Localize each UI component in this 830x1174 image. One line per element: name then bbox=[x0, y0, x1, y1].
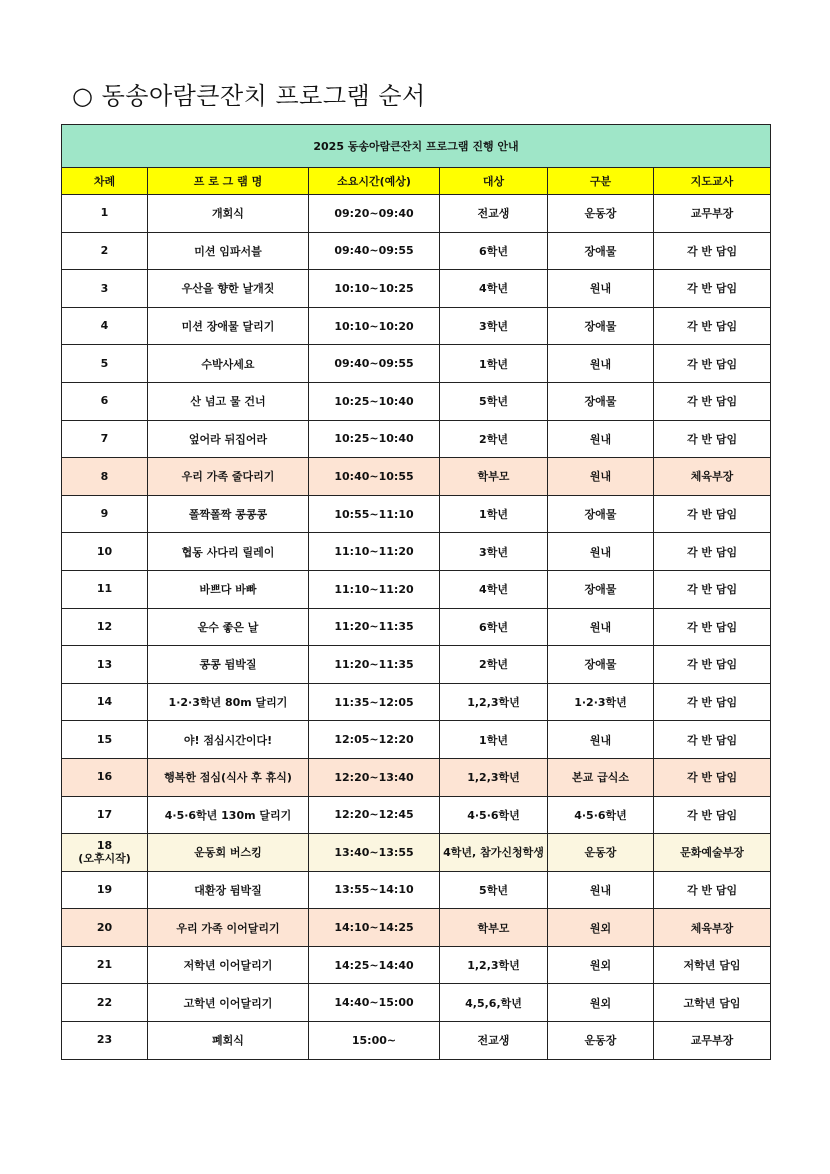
table-row bbox=[62, 382, 771, 420]
teacher-cell: 각 반 담임 bbox=[654, 382, 771, 420]
teacher-cell: 각 반 담임 bbox=[654, 307, 771, 345]
teacher-cell: 교무부장 bbox=[654, 195, 771, 233]
category-cell: 원외 bbox=[548, 984, 654, 1022]
category-cell: 원외 bbox=[548, 909, 654, 947]
teacher-cell: 각 반 담임 bbox=[654, 721, 771, 759]
duration-cell: 15:00~ bbox=[309, 1022, 440, 1060]
category-cell: 원내 bbox=[548, 458, 654, 496]
table-row bbox=[62, 1022, 771, 1060]
duration-cell: 10:10~10:25 bbox=[309, 270, 440, 308]
teacher-cell: 각 반 담임 bbox=[654, 608, 771, 646]
duration-cell: 14:25~14:40 bbox=[309, 946, 440, 984]
teacher-cell: 각 반 담임 bbox=[654, 796, 771, 834]
row-number-value: 21 bbox=[96, 958, 113, 972]
column-header: 차례 bbox=[62, 168, 148, 195]
program-name-cell: 우리 가족 줄다리기 bbox=[148, 458, 309, 496]
target-cell: 6학년 bbox=[440, 608, 548, 646]
teacher-cell: 각 반 담임 bbox=[654, 533, 771, 571]
category-cell: 장애물 bbox=[548, 495, 654, 533]
row-number bbox=[62, 909, 148, 947]
category-cell: 원내 bbox=[548, 608, 654, 646]
category-cell: 원내 bbox=[548, 270, 654, 308]
duration-cell: 11:20~11:35 bbox=[309, 646, 440, 684]
category-cell: 장애물 bbox=[548, 570, 654, 608]
row-number bbox=[62, 495, 148, 533]
row-number-value: 3 bbox=[100, 281, 109, 295]
program-name-cell: 바쁘다 바빠 bbox=[148, 570, 309, 608]
category-cell: 원내 bbox=[548, 420, 654, 458]
program-name-cell: 우리 가족 이어달리기 bbox=[148, 909, 309, 947]
teacher-cell: 체육부장 bbox=[654, 458, 771, 496]
program-name-cell: 우산을 향한 날개짓 bbox=[148, 270, 309, 308]
table-row bbox=[62, 721, 771, 759]
duration-cell: 12:20~13:40 bbox=[309, 758, 440, 796]
duration-cell: 11:10~11:20 bbox=[309, 570, 440, 608]
target-cell: 5학년 bbox=[440, 382, 548, 420]
row-number-value: 13 bbox=[96, 657, 113, 671]
row-number-value: 17 bbox=[96, 807, 113, 821]
row-number bbox=[62, 608, 148, 646]
duration-cell: 12:05~12:20 bbox=[309, 721, 440, 759]
row-number-value: 12 bbox=[96, 619, 113, 633]
teacher-cell: 체육부장 bbox=[654, 909, 771, 947]
row-number bbox=[62, 458, 148, 496]
row-number bbox=[62, 871, 148, 909]
row-number-value: 14 bbox=[96, 695, 113, 709]
teacher-cell: 문화예술부장 bbox=[654, 834, 771, 872]
table-row bbox=[62, 984, 771, 1022]
duration-cell: 12:20~12:45 bbox=[309, 796, 440, 834]
category-cell: 원내 bbox=[548, 345, 654, 383]
table-row bbox=[62, 608, 771, 646]
row-number bbox=[62, 796, 148, 834]
teacher-cell: 각 반 담임 bbox=[654, 495, 771, 533]
category-cell: 원내 bbox=[548, 871, 654, 909]
row-number bbox=[62, 195, 148, 233]
column-header: 대상 bbox=[440, 168, 548, 195]
row-number bbox=[62, 1022, 148, 1060]
row-number-value: 15 bbox=[96, 732, 113, 746]
target-cell: 5학년 bbox=[440, 871, 548, 909]
program-name-cell: 저학년 이어달리기 bbox=[148, 946, 309, 984]
row-number-value: 11 bbox=[96, 582, 113, 596]
row-number bbox=[62, 533, 148, 571]
teacher-cell: 각 반 담임 bbox=[654, 758, 771, 796]
table-row bbox=[62, 345, 771, 383]
row-number-value: 23 bbox=[96, 1033, 113, 1047]
target-cell: 2학년 bbox=[440, 646, 548, 684]
duration-cell: 11:20~11:35 bbox=[309, 608, 440, 646]
table-row bbox=[62, 834, 771, 872]
category-cell: 운동장 bbox=[548, 195, 654, 233]
row-number bbox=[62, 758, 148, 796]
program-name-cell: 1·2·3학년 80m 달리기 bbox=[148, 683, 309, 721]
program-name-cell: 협동 사다리 릴레이 bbox=[148, 533, 309, 571]
category-cell: 장애물 bbox=[548, 382, 654, 420]
target-cell: 1학년 bbox=[440, 495, 548, 533]
program-name-cell: 미션 장애물 달리기 bbox=[148, 307, 309, 345]
program-name-cell: 미션 임파서블 bbox=[148, 232, 309, 270]
table-row bbox=[62, 232, 771, 270]
row-number-value: 10 bbox=[96, 544, 113, 558]
target-cell: 2학년 bbox=[440, 420, 548, 458]
row-number-value: 16 bbox=[96, 770, 113, 784]
program-table bbox=[61, 124, 771, 1060]
row-number bbox=[62, 382, 148, 420]
target-cell: 1학년 bbox=[440, 345, 548, 383]
duration-cell: 10:10~10:20 bbox=[309, 307, 440, 345]
target-cell: 1학년 bbox=[440, 721, 548, 759]
target-cell: 4학년 bbox=[440, 570, 548, 608]
program-name-cell: 야! 점심시간이다! bbox=[148, 721, 309, 759]
row-number bbox=[62, 683, 148, 721]
row-number-note: (오후시작) bbox=[78, 852, 131, 866]
target-cell: 3학년 bbox=[440, 533, 548, 571]
program-name-cell: 4·5·6학년 130m 달리기 bbox=[148, 796, 309, 834]
target-cell: 1,2,3학년 bbox=[440, 683, 548, 721]
teacher-cell: 각 반 담임 bbox=[654, 871, 771, 909]
row-number bbox=[62, 946, 148, 984]
target-cell: 3학년 bbox=[440, 307, 548, 345]
row-number-value: 9 bbox=[100, 507, 109, 521]
table-row bbox=[62, 871, 771, 909]
table-row bbox=[62, 458, 771, 496]
row-number-value: 18 bbox=[96, 838, 113, 852]
table-row bbox=[62, 909, 771, 947]
target-cell: 전교생 bbox=[440, 195, 548, 233]
duration-cell: 10:55~11:10 bbox=[309, 495, 440, 533]
table-row bbox=[62, 946, 771, 984]
target-cell: 학부모 bbox=[440, 458, 548, 496]
category-cell: 장애물 bbox=[548, 307, 654, 345]
duration-cell: 11:35~12:05 bbox=[309, 683, 440, 721]
duration-cell: 13:40~13:55 bbox=[309, 834, 440, 872]
category-cell: 장애물 bbox=[548, 646, 654, 684]
teacher-cell: 각 반 담임 bbox=[654, 683, 771, 721]
teacher-cell: 교무부장 bbox=[654, 1022, 771, 1060]
row-number bbox=[62, 270, 148, 308]
teacher-cell: 각 반 담임 bbox=[654, 232, 771, 270]
column-header: 지도교사 bbox=[654, 168, 771, 195]
program-name-cell: 폴짝폴짝 콩콩콩 bbox=[148, 495, 309, 533]
category-cell: 운동장 bbox=[548, 1022, 654, 1060]
target-cell: 4,5,6,학년 bbox=[440, 984, 548, 1022]
program-name-cell: 산 넘고 물 건너 bbox=[148, 382, 309, 420]
duration-cell: 09:20~09:40 bbox=[309, 195, 440, 233]
program-name-cell: 대환장 뒴박질 bbox=[148, 871, 309, 909]
column-header: 구분 bbox=[548, 168, 654, 195]
table-row bbox=[62, 195, 771, 233]
duration-cell: 11:10~11:20 bbox=[309, 533, 440, 571]
target-cell: 1,2,3학년 bbox=[440, 946, 548, 984]
row-number bbox=[62, 420, 148, 458]
target-cell: 학부모 bbox=[440, 909, 548, 947]
duration-cell: 10:40~10:55 bbox=[309, 458, 440, 496]
column-header-row bbox=[62, 168, 771, 195]
program-name-cell: 운수 좋은 날 bbox=[148, 608, 309, 646]
table-row bbox=[62, 307, 771, 345]
row-number-value: 8 bbox=[100, 469, 109, 483]
row-number-value: 7 bbox=[100, 431, 109, 445]
duration-cell: 14:10~14:25 bbox=[309, 909, 440, 947]
duration-cell: 10:25~10:40 bbox=[309, 420, 440, 458]
table-row bbox=[62, 533, 771, 571]
program-name-cell: 고학년 이어달리기 bbox=[148, 984, 309, 1022]
teacher-cell: 저학년 담임 bbox=[654, 946, 771, 984]
category-cell: 4·5·6학년 bbox=[548, 796, 654, 834]
row-number bbox=[62, 646, 148, 684]
category-cell: 원내 bbox=[548, 721, 654, 759]
category-cell: 본교 급식소 bbox=[548, 758, 654, 796]
teacher-cell: 각 반 담임 bbox=[654, 270, 771, 308]
row-number bbox=[62, 834, 148, 872]
teacher-cell: 각 반 담임 bbox=[654, 420, 771, 458]
program-name-cell: 엎어라 뒤집어라 bbox=[148, 420, 309, 458]
target-cell: 4·5·6학년 bbox=[440, 796, 548, 834]
teacher-cell: 각 반 담임 bbox=[654, 345, 771, 383]
column-header: 소요시간(예상) bbox=[309, 168, 440, 195]
table-row bbox=[62, 420, 771, 458]
column-header: 프 로 그 램 명 bbox=[148, 168, 309, 195]
target-cell: 1,2,3학년 bbox=[440, 758, 548, 796]
target-cell: 6학년 bbox=[440, 232, 548, 270]
duration-cell: 14:40~15:00 bbox=[309, 984, 440, 1022]
table-row bbox=[62, 495, 771, 533]
teacher-cell: 고학년 담임 bbox=[654, 984, 771, 1022]
table-title: 2025 동송아람큰잔치 프로그램 진행 안내 bbox=[62, 125, 771, 168]
teacher-cell: 각 반 담임 bbox=[654, 646, 771, 684]
table-row bbox=[62, 646, 771, 684]
category-cell: 1·2·3학년 bbox=[548, 683, 654, 721]
program-name-cell: 콩콩 뒴박질 bbox=[148, 646, 309, 684]
duration-cell: 13:55~14:10 bbox=[309, 871, 440, 909]
table-row bbox=[62, 796, 771, 834]
program-name-cell: 폐회식 bbox=[148, 1022, 309, 1060]
category-cell: 운동장 bbox=[548, 834, 654, 872]
row-number-value: 20 bbox=[96, 920, 113, 934]
row-number-value: 1 bbox=[100, 206, 109, 220]
target-cell: 전교생 bbox=[440, 1022, 548, 1060]
row-number bbox=[62, 307, 148, 345]
duration-cell: 09:40~09:55 bbox=[309, 345, 440, 383]
row-number-value: 22 bbox=[96, 995, 113, 1009]
row-number-value: 19 bbox=[96, 883, 113, 897]
row-number-value: 2 bbox=[100, 244, 109, 258]
row-number bbox=[62, 984, 148, 1022]
program-name-cell: 행복한 점심(식사 후 휴식) bbox=[148, 758, 309, 796]
table-row bbox=[62, 758, 771, 796]
row-number-value: 5 bbox=[100, 356, 109, 370]
teacher-cell: 각 반 담임 bbox=[654, 570, 771, 608]
category-cell: 장애물 bbox=[548, 232, 654, 270]
category-cell: 원내 bbox=[548, 533, 654, 571]
page-heading: ○ 동송아람큰잔치 프로그램 순서 bbox=[72, 82, 426, 110]
table-row bbox=[62, 570, 771, 608]
duration-cell: 09:40~09:55 bbox=[309, 232, 440, 270]
duration-cell: 10:25~10:40 bbox=[309, 382, 440, 420]
row-number-value: 6 bbox=[100, 394, 109, 408]
program-name-cell: 운동회 버스킹 bbox=[148, 834, 309, 872]
target-cell: 4학년 bbox=[440, 270, 548, 308]
row-number bbox=[62, 570, 148, 608]
row-number bbox=[62, 721, 148, 759]
target-cell: 4학년, 참가신청학생 bbox=[440, 834, 548, 872]
program-rows bbox=[62, 195, 771, 1060]
program-name-cell: 수박사세요 bbox=[148, 345, 309, 383]
row-number bbox=[62, 345, 148, 383]
program-name-cell: 개회식 bbox=[148, 195, 309, 233]
table-row bbox=[62, 683, 771, 721]
row-number-value: 4 bbox=[100, 319, 109, 333]
row-number bbox=[62, 232, 148, 270]
category-cell: 원외 bbox=[548, 946, 654, 984]
table-row bbox=[62, 270, 771, 308]
